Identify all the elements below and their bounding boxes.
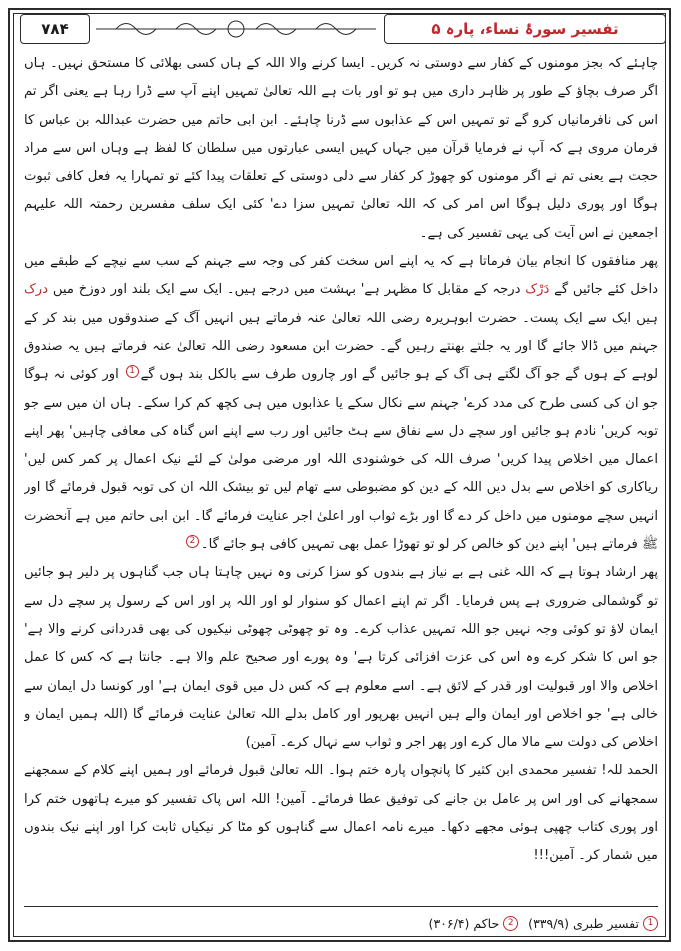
- paragraph-2-part-b: درجہ کے مقابل کا مظہر ہے' بہشت میں درجے ہیں۔ ایک سے ایک بلند اور دوزخ میں: [48, 282, 526, 298]
- page-number: ۷۸۴: [41, 20, 69, 38]
- term-darak: دَرْک: [525, 282, 550, 298]
- footnote-text: تفسیر طبری (۳۳۹/۹): [528, 915, 639, 931]
- header-title-box: [384, 14, 666, 44]
- paragraph-2-part-a: پھر منافقوں کا انجام بیان فرماتا ہے کہ یہ اپنے اس سخت کفر کی وجہ سے جہنم کے سب سے نیچے کے طبقے میں داخل کئے جائیں گے: [24, 254, 658, 298]
- footnote-marker-1[interactable]: 1: [126, 365, 139, 378]
- paragraph-1: چاہئے کہ بجز مومنوں کے کفار سے دوستی نہ کریں۔ ایسا کرنے والا اللہ کے ہاں کسی بھلائی کا مستحق نہیں۔ ہاں اگر صرف بچاؤ کے طور پر ظاہر داری میں ہو تو اور بات ہے اللہ تعالیٰ تمہیں اپنے آپ سے ڈرا رہا ہے یعنی اگر تم اس کی نافرمانیاں کرو گے تو تمہیں اس کے عذابوں سے ڈرنا چاہئے۔ ابن ابی حاتم میں حضرت عبداللہ بن عباس کا فرمان مروی ہے کہ آپ نے فرمایا قرآن میں جہاں کہیں ایسی عبارتوں میں سلطان کا لفظ ہے وہاں اس سے مراد حجت ہے یعنی تم نے اگر مومنوں کو چھوڑ کر کفار سے دلی دوستی کے تعلقات پیدا کئے تو تمہارا یہ فعل کافی ثبوت ہوگا اور پوری دلیل ہوگا اس امر کی کہ اللہ تعالیٰ تمہیں سزا دے' کئی ایک سلف مفسرین رحمتہ اللہ علیہم اجمعین نے اس آیت کی یہی تفسیر کی ہے۔: [24, 56, 658, 241]
- term-dark: درک: [24, 282, 49, 298]
- page-title: تفسیر سورۂ نساء، پارہ ۵: [431, 20, 619, 38]
- paragraph-2-part-c: ہیں ایک سے ایک پست۔ حضرت ابوہریرہ رضی اللہ تعالیٰ عنہ فرماتے ہیں انہیں آگ کے صندوقوں میں بند کر کے جہنم میں ڈالا جائے گا اور یہ جلتے بھنتے رہیں گے۔ حضرت ابن مسعود رضی اللہ تعالیٰ عنہ فرماتے ہیں یہ صندوق لوہے کے ہوں گے جو آگ لگتے ہی آگ کے ہو جائیں گے اور چاروں طرف سے بالکل بند ہوں گے: [24, 310, 658, 383]
- paragraph-2-part-d: اور کوئی نہ ہوگا جو ان کی کسی طرح کی مدد کرے' جہنم سے نکال سکے یا عذابوں میں ہی کچھ کم کرا سکے۔ ہاں ان میں سے جو توبہ کریں' نادم ہو جائیں اور سچے دل سے نفاق سے ہٹ جائیں اور رب سے اپنے اس گناہ کی معافی چاہیں' پھر اپنے اعمال میں اخلاص پیدا کریں' صرف اللہ کی خوشنودی اللہ اور مرضی مولیٰ کے لئے نیک اعمال پر کمر کس لیں' ریاکاری کو اخلاص سے بدل دیں اللہ کے دین کو مضبوطی سے تھام لیں تو بیشک اللہ ان کی توبہ قبول فرمائے گا اور انہیں سچے مومنوں میں داخل کر دے گا اور بڑے ثواب اور اعلیٰ اجر عنایت فرمائے گا۔ ابن ابی حاتم میں ہے آنحضرت ﷺ فرماتے ہیں' اپنے دین کو خالص کر لو تو تھوڑا عمل بھی تمہیں کافی ہو جائے گا۔: [24, 367, 658, 553]
- footnote-item: [528, 916, 658, 931]
- header-ornament-icon: [96, 14, 376, 44]
- page-number-box: [20, 14, 90, 44]
- footnote-text: حاکم (۳۰۶/۴): [428, 915, 500, 931]
- page-header: [14, 12, 666, 46]
- paragraph-4: الحمد للہ! تفسیر محمدی ابن کثیر کا پانچواں پارہ ختم ہوا۔ اللہ تعالیٰ قبول فرمائے اور ہمیں اپنے کلام کے سمجھنے سمجھانے کی اور اس پر عامل بن جانے کی توفیق عطا فرمائے۔ آمین! اللہ اس پاک تفسیر کو میرے ہاتھوں ختم کرا اور پوری کتاب چھپی ہوئی مجھے دکھا۔ میرے نامہ اعمال سے گناہوں کو مٹا کر نیکیاں ثابت کرا اور اپنے نیک بندوں میں شمار کر۔ آمین!!!: [24, 763, 658, 864]
- footnotes: [24, 912, 658, 934]
- paragraph-3: پھر ارشاد ہوتا ہے کہ اللہ غنی ہے بے نیاز ہے بندوں کو سزا کرنی وہ نہیں چاہتا ہاں جب گناہوں پر دلیر ہو جائیں تو گوشمالی ضروری ہے پس فرمایا۔ اگر تم اپنے اعمال کو سنوار لو اور اللہ پر اور اس کے رسول پر سچے دل سے ایمان لاؤ تو کوئی وجہ نہیں جو اللہ تمہیں عذاب کرے۔ وہ تو چھوٹی چھوٹی نیکیوں کی بھی قدردانی کرنے والا ہے' جو اس کا شکر کرے وہ اس کی عزت افزائی کرتا ہے' وہ پورے اور صحیح علم والا ہے۔ جانتا ہے کہ کس کا عمل اخلاص والا اور قبولیت اور قدر کے لائق ہے۔ اسے معلوم ہے کہ کس دل میں قوی ایمان ہے' اور کونسا دل ایمان سے خالی ہے' جو اخلاص اور ایمان والے ہیں انہیں بھرپور اور کامل بدلے اللہ تعالیٰ عنایت فرمائے گا (اللہ ہمیں ایمان و اخلاص کی دولت سے مالا مال کرے اور پھر اجر و ثواب سے نہال کرے۔ آمین): [24, 565, 658, 751]
- paragraph-2: [24, 248, 658, 559]
- footnote-number: 2: [503, 916, 518, 931]
- footnote-divider: [24, 906, 658, 907]
- footnote-number: 1: [643, 916, 658, 931]
- footnote-marker-2[interactable]: 2: [186, 535, 199, 548]
- body-text: [24, 50, 658, 886]
- footnote-item: [429, 916, 519, 931]
